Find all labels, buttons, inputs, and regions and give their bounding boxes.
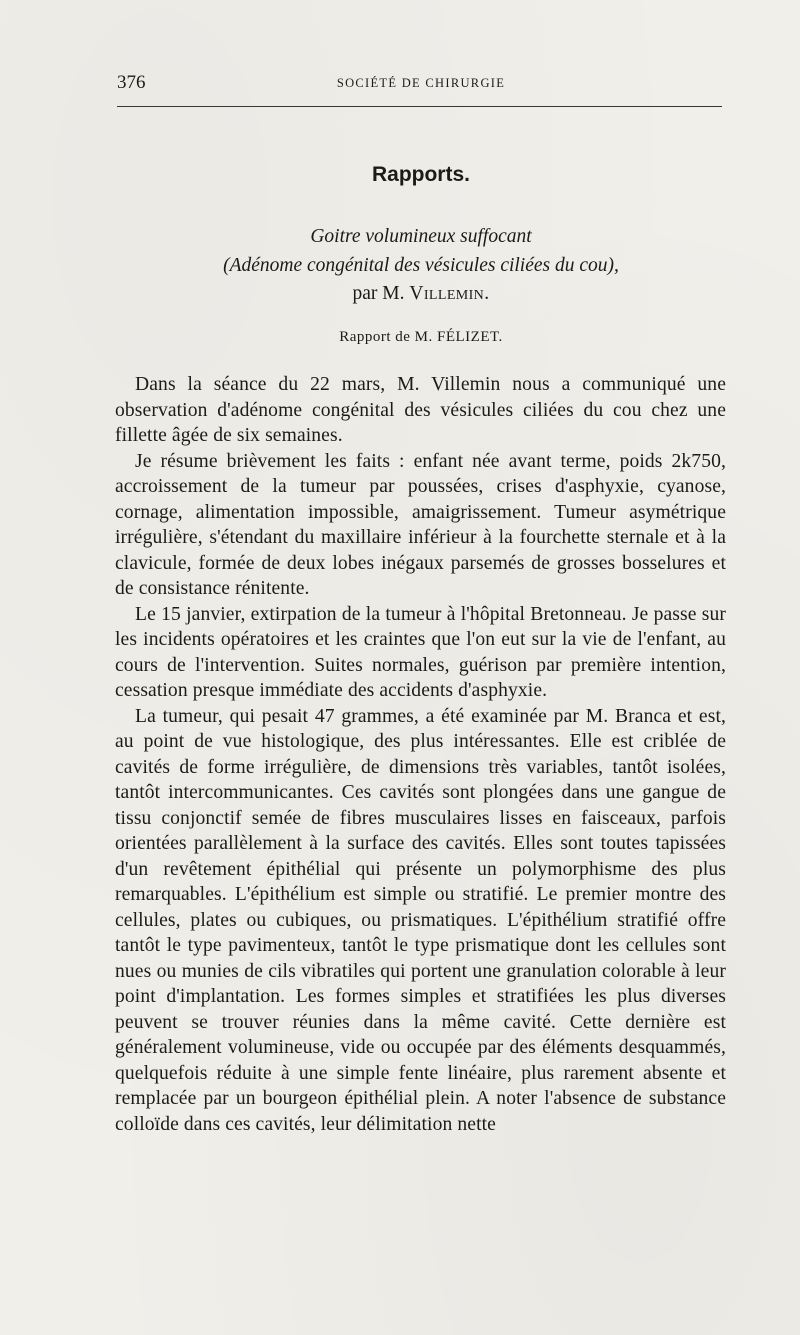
byline-author: Villemin. <box>409 283 490 304</box>
byline-prefix: par M. <box>352 283 410 304</box>
report-attribution: Rapport de M. FÉLIZET. <box>339 329 503 345</box>
paragraph-1: Dans la séance du 22 mars, M. Villemin nous a communiqué une observation d'adénome congénital des vésicules ciliées du cou chez une fillette âgée de six semaines. <box>115 374 726 446</box>
running-title: SOCIÉTÉ DE CHIRURGIE <box>336 76 506 90</box>
running-head <box>117 70 725 96</box>
article-subtitle: (Adénome congénital des vésicules ciliées du cou), <box>223 255 619 276</box>
section-title: Rapports. <box>371 163 470 186</box>
paragraph-2: Je résume brièvement les faits : enfant née avant terme, poids 2k750, accroissement de la tumeur par poussées, crises d'asphyxie, cyanose, cornage, alimentation impossible, amaigrissement. Tumeur asymétrique irrégulière, s'étendant du maxillaire inférieur à la fourchette sternale et à la clavicule, formée de deux lobes inégaux parsemés de grosses bosselures et de consistance rénitente. <box>115 450 726 599</box>
header-rule <box>117 106 722 107</box>
paragraph-4: La tumeur, qui pesait 47 grammes, a été examinée par M. Branca et est, au point de vue histologique, des plus intéressantes. Elle est criblée de cavités de forme irrégulière, de dimensions très variables, tantôt isolées, tantôt intercommunicantes. Ces cavités sont plongées dans une gangue de tissu conjonctif semée de fibres musculaires lisses en faisceaux, parfois orientées parallèlement à la surface des cavités. Elles sont toutes tapissées d'un revêtement épithélial qui présente un polymorphisme des plus remarquables. L'épithélium est simple ou stratifié. Le premier montre des cellules, plates ou cubiques, ou prismatiques. L'épithélium stratifié offre tantôt le type pavimenteux, tantôt le type prismatique dont les cellules sont nues ou munies de cils vibratiles qui portent une granulation colorable à leur point d'implantation. Les formes simples et stratifiées les plus diverses peuvent se trouver réunies dans la même cavité. Cette dernière est généralement volumineuse, vide ou occupée par des éléments desquammés, quelquefois réduite à une simple fente linéaire, plus rarement absente et remplacée par un bourgeon épithélial plein. A noter l'absence de substance colloïde dans ces cavités, leur délimitation nette <box>115 705 726 1135</box>
body-text <box>115 372 726 1137</box>
paragraph-3: Le 15 janvier, extirpation de la tumeur à l'hôpital Bretonneau. Je passe sur les incidents opératoires et les craintes que l'on eut sur la vie de l'enfant, au cours de l'intervention. Suites normales, guérison par première intention, cessation presque immédiate des accidents d'asphyxie. <box>115 603 726 701</box>
article-title: Goitre volumineux suffocant <box>310 226 532 247</box>
article-byline <box>117 280 725 308</box>
page-number: 376 <box>117 72 146 93</box>
